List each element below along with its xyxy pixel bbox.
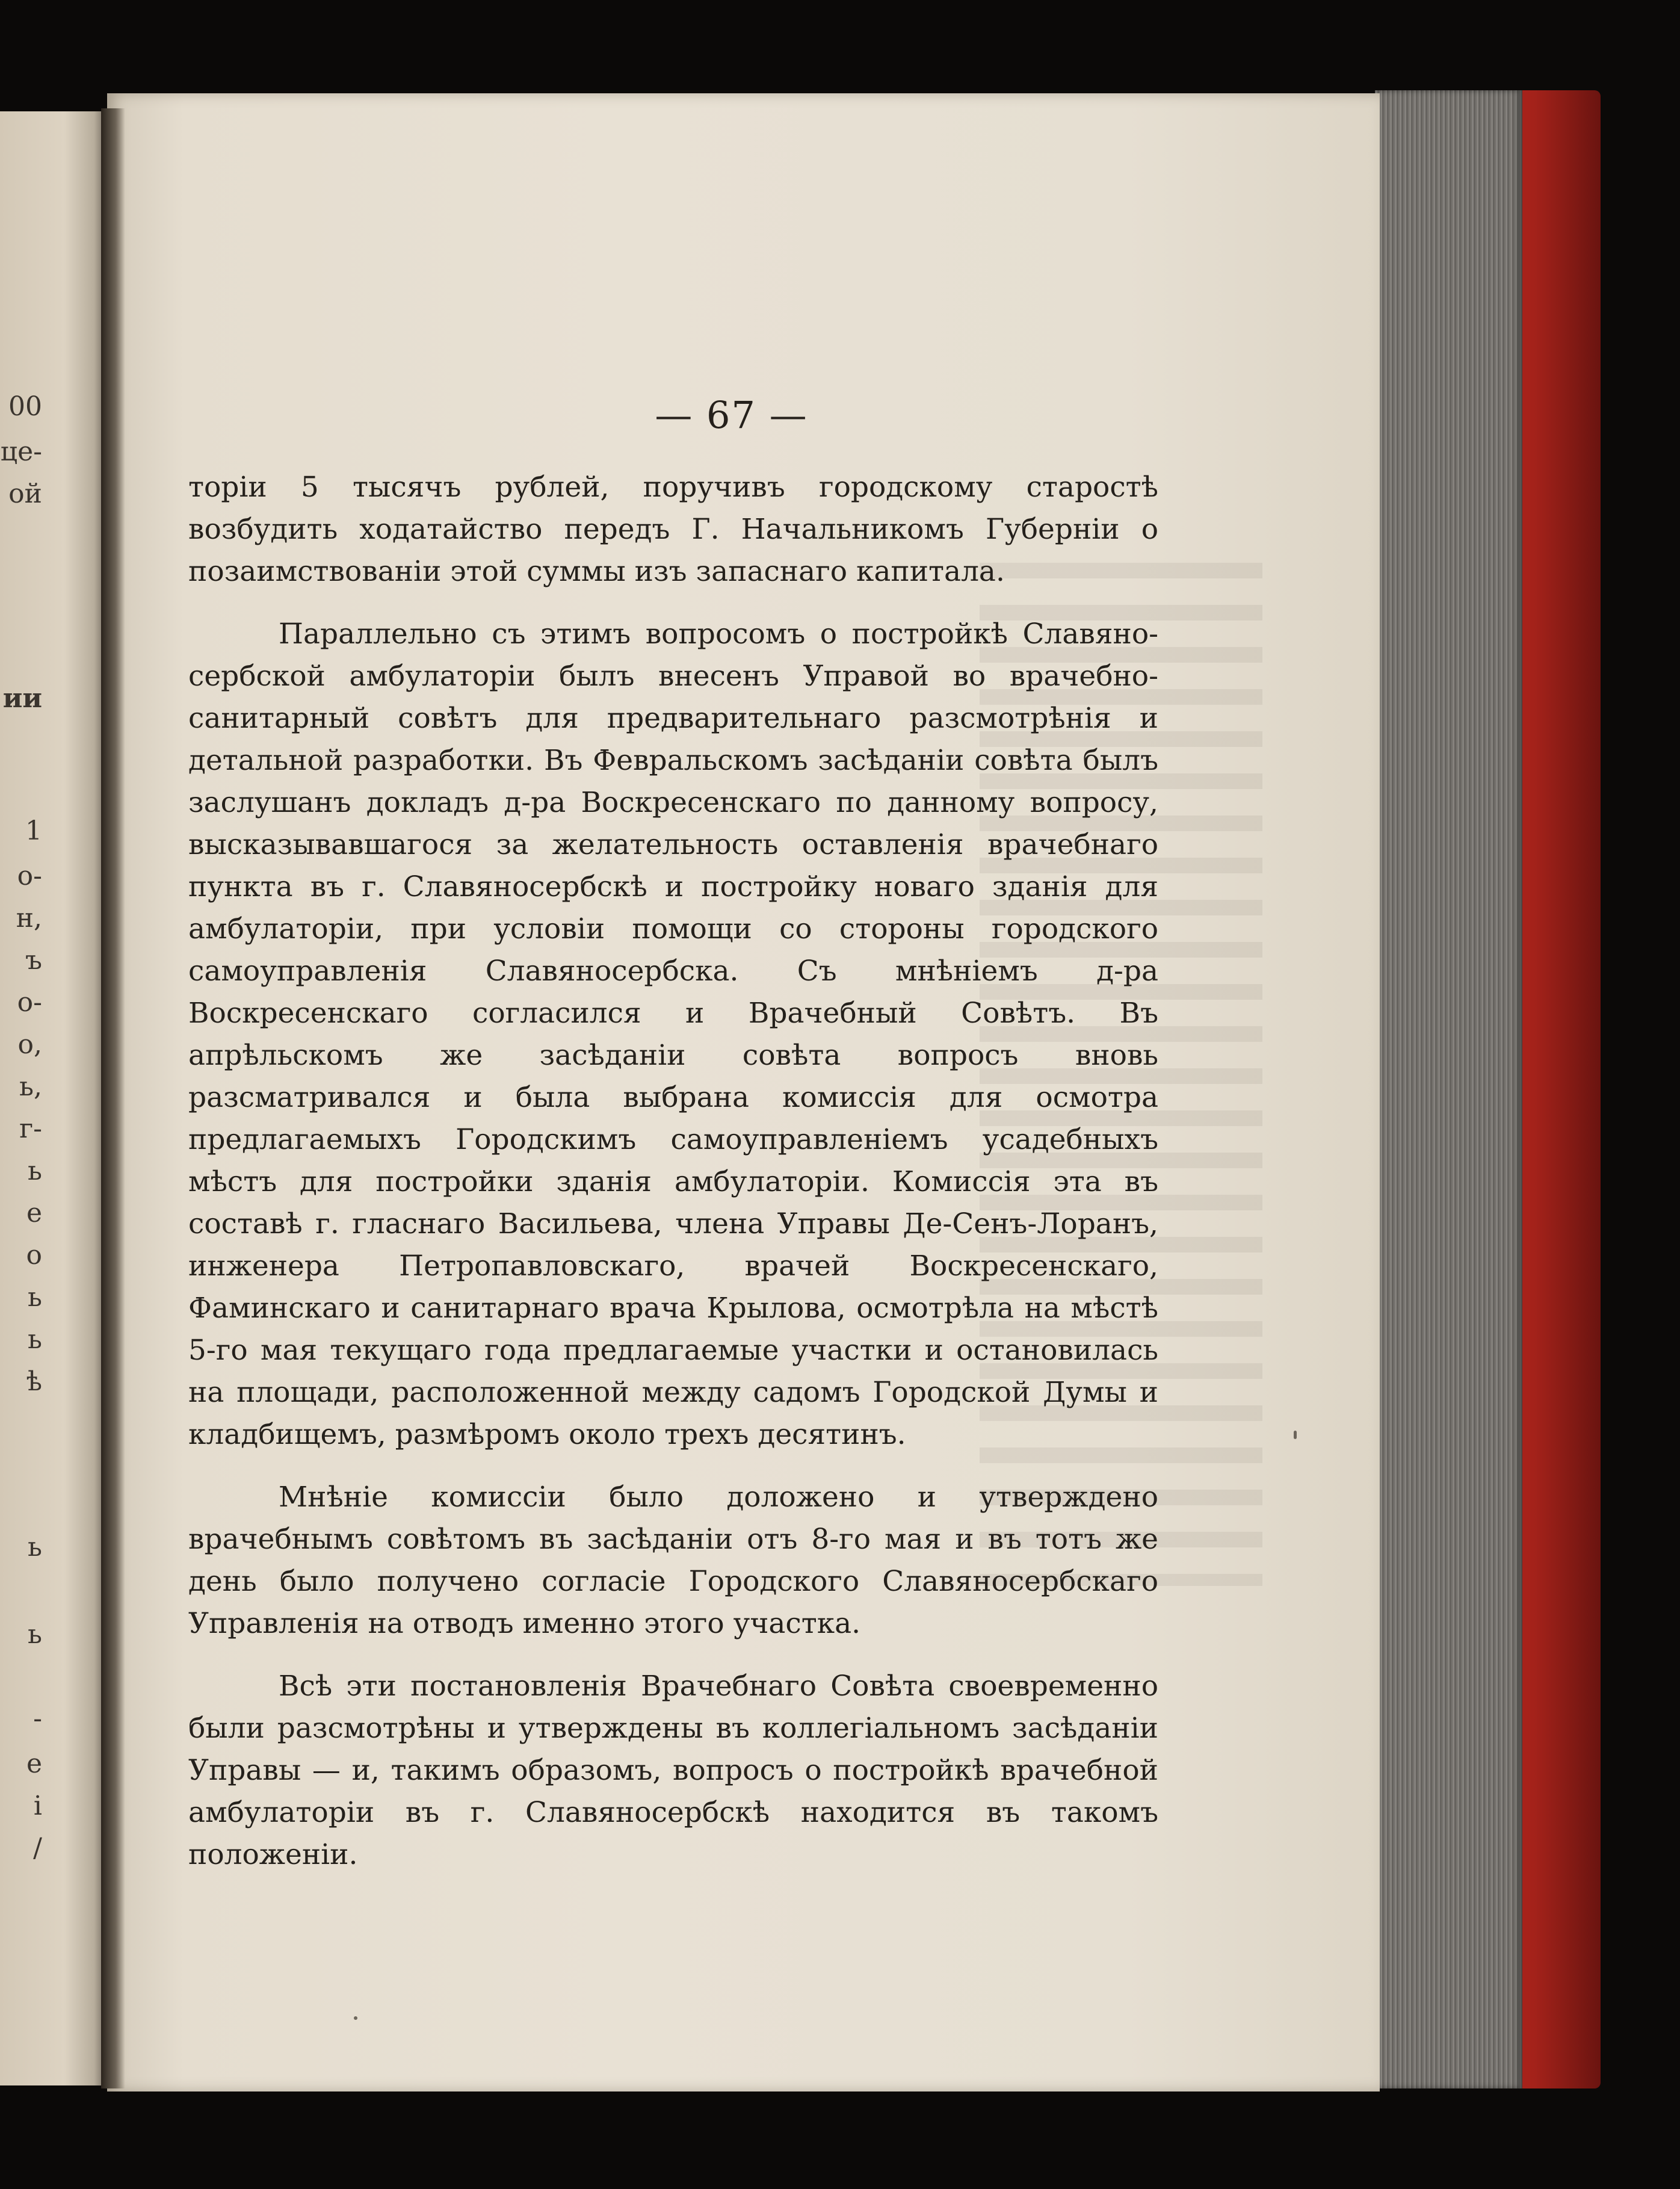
- paragraph: торіи 5 тысячъ рублей, поручивъ городскому старостѣ возбудить ходатайство передъ Г. Начальникомъ Губерніи о позаимствованіи этой суммы изъ запаснаго капитала.: [188, 471, 1158, 588]
- left-page-fragment: і: [33, 1791, 42, 1821]
- left-page-fragment: ь: [28, 1619, 42, 1650]
- left-page-fragment: ой: [8, 478, 42, 509]
- left-page-fragment: о,: [17, 1029, 42, 1060]
- paragraph: Всѣ эти постановленія Врачебнаго Совѣта своевременно были разсмотрѣны и утверждены въ коллегіальномъ засѣданіи Управы — и, такимъ образомъ, вопросъ о постройкѣ врачебной амбулаторіи въ г. Славяносербскѣ находится въ такомъ положеніи.: [188, 1670, 1158, 1871]
- page-gutter-shadow: [101, 108, 125, 2088]
- left-page-fragment: о: [26, 1240, 42, 1271]
- left-page-fragment: ии: [2, 683, 42, 714]
- left-page-fragment: ь: [28, 1156, 42, 1186]
- page-body: [188, 466, 1158, 1876]
- left-page-fragment: 1: [25, 816, 42, 846]
- paper-speck: [354, 2016, 357, 2020]
- paragraph: Мнѣніе комиссіи было доложено и утверждено врачебнымъ совѣтомъ въ засѣданіи отъ 8-го мая и въ тотъ же день было получено согласіе Городского Славяносербскаго Управленія на отводъ именно этого участка.: [188, 1481, 1158, 1640]
- left-facing-page: [0, 111, 107, 2085]
- left-page-fragment: о-: [17, 861, 42, 891]
- left-page-fragment: ь: [28, 1532, 42, 1562]
- left-page-fragment: г-: [19, 1113, 42, 1144]
- left-page-fragment: це-: [0, 436, 42, 467]
- left-page-fragment: -: [33, 1703, 42, 1734]
- paragraph: Параллельно съ этимъ вопросомъ о постройкѣ Славяно-сербской амбулаторіи былъ внесенъ Управой во врачебно-санитарный совѣтъ для предварительнаго разсмотрѣнія и детальной разработки. Въ Февральскомъ засѣданіи совѣта былъ заслушанъ докладъ д-ра Воскресенскаго по данному вопросу, высказывавшагося за желательность оставленія врачебнаго пункта въ г. Славяносербскѣ и постройку новаго зданія для амбулаторіи, при условіи помощи со стороны городского самоуправленія Славяносербска. Съ мнѣніемъ д-ра Воскресенскаго согласился и Врачебный Совѣтъ. Въ апрѣльскомъ же засѣданіи совѣта вопросъ вновь разсматривался и была выбрана комиссія для осмотра предлагаемыхъ Городскимъ самоуправленіемъ усадебныхъ мѣстъ для постройки зданія амбулаторіи. Комиссія эта въ составѣ г. гласнаго Васильева, члена Управы Де-Сенъ-Лоранъ, инженера Петропавловскаго, врачей Воскресенскаго, Фаминскаго и санитарнаго врача Крылова, осмотрѣла на мѣстѣ 5-го мая текущаго года предлагаемые участки и остановилась на площади, расположенной между садомъ Городской Думы и кладбищемъ, размѣромъ около трехъ десятинъ.: [188, 618, 1158, 1451]
- left-page-fragment: ь: [28, 1324, 42, 1355]
- left-page-fragment: ь,: [19, 1071, 42, 1102]
- left-page-fragment: е: [26, 1748, 42, 1779]
- left-page-fragment: ъ: [25, 945, 42, 976]
- left-page-fragment: о-: [17, 987, 42, 1018]
- page-block-edges: [1375, 90, 1522, 2088]
- left-page-fragment: е: [26, 1198, 42, 1228]
- right-page: [107, 93, 1380, 2091]
- left-page-fragment: 00: [8, 391, 42, 422]
- page-number: — 67 —: [655, 393, 808, 437]
- left-page-fragment: ѣ: [26, 1366, 42, 1397]
- left-page-fragment: /: [33, 1833, 42, 1863]
- left-page-fragment: ь: [28, 1282, 42, 1313]
- left-page-fragment: н,: [16, 903, 42, 933]
- paper-speck: [1294, 1431, 1297, 1439]
